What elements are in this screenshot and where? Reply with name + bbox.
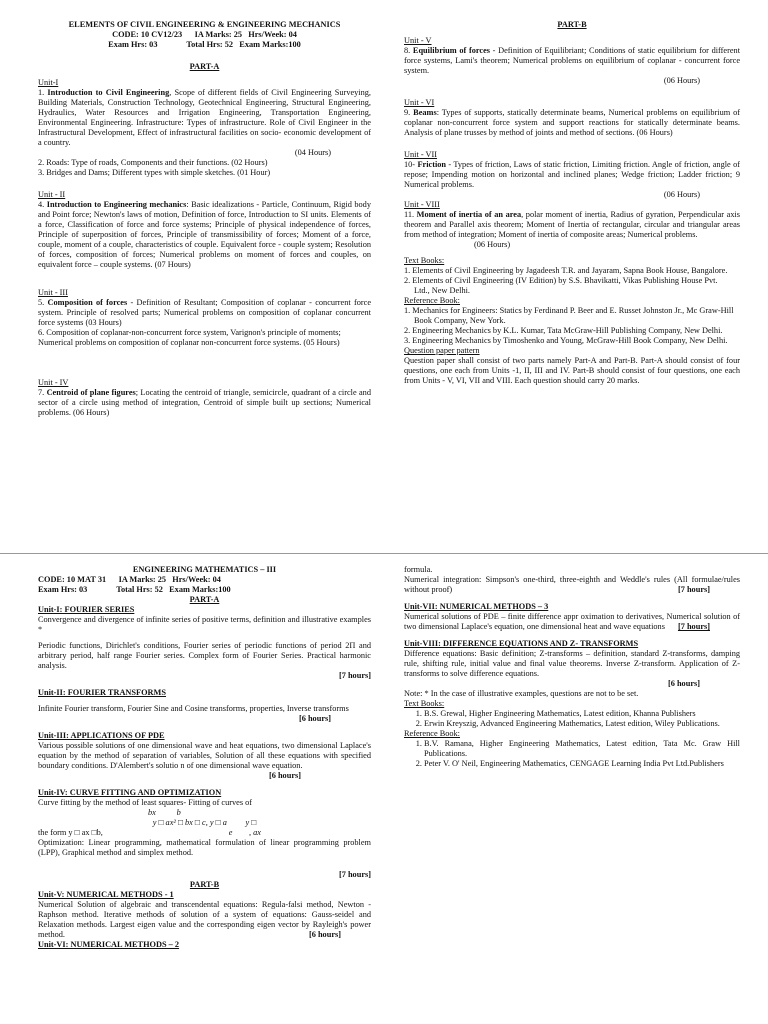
unit-text: Periodic functions, Dirichlet's conditions, Fourier series of periodic functions of period 2Π and arbitrary period, half range Fourier series. Complex form of Fourier Series. Practical harmonic analysis. [38, 641, 371, 670]
unit-text: Difference equations: Basic definition; Z-transforms – definition, standard Z-transforms, damping rule, shifting rule, initial value and final value theorems. Inverse Z-transform. Application of Z-transforms to solve difference equations. [404, 649, 740, 678]
book-entry: 3. Engineering Mechanics by Timoshenko and Young, McGraw-Hill Book Company, New Delhi. [404, 336, 728, 345]
text-books-heading: Text Books: [404, 699, 445, 708]
part-heading: PART-B [189, 880, 220, 889]
unit-topic: 3. Bridges and Dams; Different types with simple sketches. (01 Hour) [38, 168, 271, 177]
unit-topic: 8. Equilibrium of forces - Definition of Equilibriant; Conditions of static equilibrium for different force systems, Lami's theorem; Numerical problems on equilibrium of coplanar - concurrent force system. [404, 46, 740, 75]
question-pattern-text: Question paper shall consist of two parts namely Part-A and Part-B. Part-A should consist of four questions, one each from Units -1, II, III and IV. Part-B should consist of four questions, one each from Units - V, VI, VII and VIII. Each question should carry 20 marks. [404, 356, 740, 385]
unit-text: Various possible solutions of one dimensional wave and heat equations, two dimensional Laplace's equation by the method of separation of variables, Solution of all these equations with specified boundary conditions. D'Alembert's solutio n of one dimensional wave equation. [38, 741, 371, 770]
course-title: ELEMENTS OF CIVIL ENGINEERING & ENGINEERING MECHANICS [68, 20, 341, 29]
question-pattern-heading: Question paper pattern [404, 346, 480, 355]
unit-hours: (06 Hours) [663, 76, 700, 85]
unit-heading: Unit - IV [38, 378, 69, 387]
page-divider [0, 553, 768, 554]
unit-heading: Unit-II: FOURIER TRANSFORMS [38, 688, 166, 697]
unit-text: Curve fitting by the method of least squares- Fitting of curves of [38, 798, 253, 807]
unit-heading: Unit - II [38, 190, 66, 199]
unit-heading: Unit-VIII: DIFFERENCE EQUATIONS AND Z- TRANSFORMS [404, 639, 639, 648]
unit-hours: [6 hours] [667, 679, 700, 688]
book-entry: Book Company, New York. [414, 316, 506, 325]
book-entry: 1. B.V. Ramana, Higher Engineering Mathematics, Latest edition, Tata Mc. Graw Hill Publications. [424, 739, 740, 759]
unit-hours: (06 Hours) [474, 240, 511, 249]
reference-books-list [404, 739, 740, 769]
unit-heading: Unit - VII [404, 150, 438, 159]
unit-hours: [6 hours] [268, 771, 301, 780]
unit-topic: 11. Moment of inertia of an area, polar moment of inertia, Radius of gyration, Perpendicular axis theorem and Parallel axis theorem; Moment of Inertia of rectangular, circular and triangular areas from method of integration; Moment of inertia of composite areas; Numerical problems. [404, 210, 741, 239]
maths-syllabus-column [38, 565, 371, 950]
unit-topic: 2. Roads: Type of roads, Components and their functions. (02 Hours) [38, 158, 268, 167]
part-heading: PART-A [189, 595, 220, 604]
unit-hours: (04 Hours) [294, 148, 331, 157]
course-code-line: CODE: 10 CV12/23 IA Marks: 25 Hrs/Week: 04 [112, 30, 297, 39]
unit-text: Numerical solutions of PDE – finite difference appr oximation to derivatives, Numerical solution of two dimensional Laplace's equation, one dimensional heat and wave equations [404, 612, 740, 631]
unit-hours: [6 hours] [298, 714, 331, 723]
exam-hours-line: Exam Hrs: 03 Total Hrs: 52 Exam Marks:100 [108, 40, 301, 49]
unit-heading: Unit-IV: CURVE FITTING AND OPTIMIZATION [38, 788, 222, 797]
unit-heading: Unit-VI: NUMERICAL METHODS – 2 [38, 940, 180, 949]
book-entry: 1. Mechanics for Engineers: Statics by Ferdinand P. Beer and E. Russet Johnston Jr., Mc Graw-Hill [404, 306, 734, 315]
maths-syllabus-continued-column [404, 565, 740, 769]
book-entry: 1. Elements of Civil Engineering by Jagadeesh T.R. and Jayaram, Sapna Book House, Bangalore. [404, 266, 728, 275]
text-books-list [404, 709, 740, 729]
note-text: Note: * In the case of illustrative examples, questions are not to be set. [404, 689, 639, 698]
unit-heading: Unit-VII: NUMERICAL METHODS – 3 [404, 602, 549, 611]
unit-text: formula. [404, 565, 433, 574]
unit-heading: Unit-I: FOURIER SERIES [38, 605, 135, 614]
unit-hours: [6 hours] [308, 930, 341, 939]
unit-heading: Unit - VIII [404, 200, 440, 209]
unit-topic: 9. Beams: Types of supports, statically determinate beams, Numerical problems on equilibrium of coplanar non-concurrent force system and support reactions for statically determinate beams. Analysis of plane trusses by method of joints and method of sections. (06 Hours) [404, 108, 741, 137]
unit-hours: [7 hours] [677, 622, 710, 631]
unit-topic: 4. Introduction to Engineering mechanics: Basic idealizations - Particle, Continuum, Rigid body and Point force; Newton's laws of motion, Definition of force, Introduction to SI units. Elements of a force, Classification of force and force systems; Principle of physical independence of forces, Principle of superposition of forces, Principle of transmissibility of forces; Moment of a force, couple, moment of a couple, characteristics of couple. Equivalent force - couple system; Resolution of forces, composition of forces; Numerical problems on moment of forces and couples, on equivalent force – couple systems. (07 Hours) [38, 200, 371, 269]
unit-text: Optimization: Linear programming, mathematical formulation of linear programming problem (LPP), Graphical method and simplex method. [38, 838, 371, 857]
unit-text: Numerical integration: Simpson's one-third, three-eighth and Weddle's rules (All formulae/rules without proof) [404, 575, 740, 594]
unit-heading: Unit - V [404, 36, 432, 45]
unit-topic: Numerical problems on composition of coplanar non-concurrent force systems. (05 Hours) [38, 338, 340, 347]
book-entry: 2. Elements of Civil Engineering (IV Edition) by S.S. Bhavikatti, Vikas Publishing House Pvt. [404, 276, 718, 285]
unit-topic: 5. Composition of forces - Definition of Resultant; Composition of coplanar - concurrent force system. Principle of resolved parts; Numerical problems on composition of coplanar concurrent force systems (03 Hours) [38, 298, 371, 327]
course-title: ENGINEERING MATHEMATICS – III [132, 565, 277, 574]
civil-syllabus-part-b-column [404, 20, 740, 386]
text-books-heading: Text Books: [404, 256, 445, 265]
unit-heading: Unit - III [38, 288, 68, 297]
unit-hours: [7 hours] [677, 585, 710, 594]
curve-form-text: the form y □ ax □b, [38, 828, 103, 837]
unit-hours: [7 hours] [338, 671, 371, 680]
book-entry: Ltd., New Delhi. [414, 286, 470, 295]
unit-hours: (06 Hours) [663, 190, 700, 199]
unit-text: Convergence and divergence of infinite series of positive terms, definition and illustrative examples * [38, 615, 371, 634]
part-heading: PART-A [189, 62, 220, 71]
civil-syllabus-column [38, 20, 371, 418]
unit-heading: Unit-III: APPLICATIONS OF PDE [38, 731, 165, 740]
book-entry: 2. Engineering Mechanics by K.L. Kumar, Tata McGraw-Hill Publishing Company, New Delhi. [404, 326, 723, 335]
unit-topic: 1. Introduction to Civil Engineering, Scope of different fields of Civil Engineering Surveying, Building Materials, Construction Technology, Geotechnical Engineering, Structural Engineering, Hydraulics, Water Resources and Irrigation Engineering, Transportation Engineering, Environmental Engineering. Infrastructure: Types of infrastructure. Role of Civil Engineer in the Infrastructural Development, Effect of infrastructural facilities on socio- economic development of a country. [38, 88, 371, 147]
unit-topic: 10- Friction - Types of friction, Laws of static friction, Limiting friction. Angle of friction, angle of repose; Impending motion on horizontal and inclined planes; Wedge friction; Ladder friction; 9 Numerical problems. [404, 160, 740, 189]
exam-hours-line: Exam Hrs: 03 Total Hrs: 52 Exam Marks:100 [38, 585, 231, 594]
book-entry: 1. B.S. Grewal, Higher Engineering Mathematics, Latest edition, Khanna Publishers [424, 709, 740, 719]
unit-heading: Unit-I [38, 78, 59, 87]
unit-heading: Unit-V: NUMERICAL METHODS - 1 [38, 890, 174, 899]
unit-topic: 7. Centroid of plane figures; Locating the centroid of triangle, semicircle, quadrant of a circle and sector of a circle using method of integration, Centroid of simple built up sections; Numerical problems. (06 Hours) [38, 388, 371, 417]
curve-formula: y □ ax² □ bx □ c, y □ a y □ [152, 818, 257, 827]
curve-form-line [38, 828, 371, 838]
reference-books-heading: Reference Book: [404, 729, 460, 738]
unit-text: Numerical Solution of algebraic and transcendental equations: Regula-falsi method, Newton - Raphson method. Iterative methods of solution of a system of equations: Gauss-seidel and Relaxation methods. Largest eigen value and the corresponding eigen vector by Rayleigh's power method. [38, 900, 371, 939]
unit-topic: 6. Composition of coplanar-non-concurrent force system, Varignon's principle of moments; [38, 328, 341, 337]
book-entry: 2. Erwin Kreyszig, Advanced Engineering Mathematics, Latest edition, Wiley Publications. [424, 719, 740, 729]
unit-text: Infinite Fourier transform, Fourier Sine and Cosine transforms, properties, Inverse transforms [38, 704, 349, 713]
curve-form-tail: e , ax [228, 828, 261, 837]
book-entry: 2. Peter V. O' Neil, Engineering Mathematics, CENGAGE Learning India Pvt Ltd.Publishers [424, 759, 740, 769]
course-code-line: CODE: 10 MAT 31 IA Marks: 25 Hrs/Week: 04 [38, 575, 221, 584]
part-heading: PART-B [557, 20, 587, 29]
formula-superscript: bx b [148, 808, 181, 817]
reference-books-heading: Reference Book: [404, 296, 460, 305]
unit-heading: Unit - VI [404, 98, 435, 107]
unit-hours: [7 hours] [338, 870, 371, 879]
